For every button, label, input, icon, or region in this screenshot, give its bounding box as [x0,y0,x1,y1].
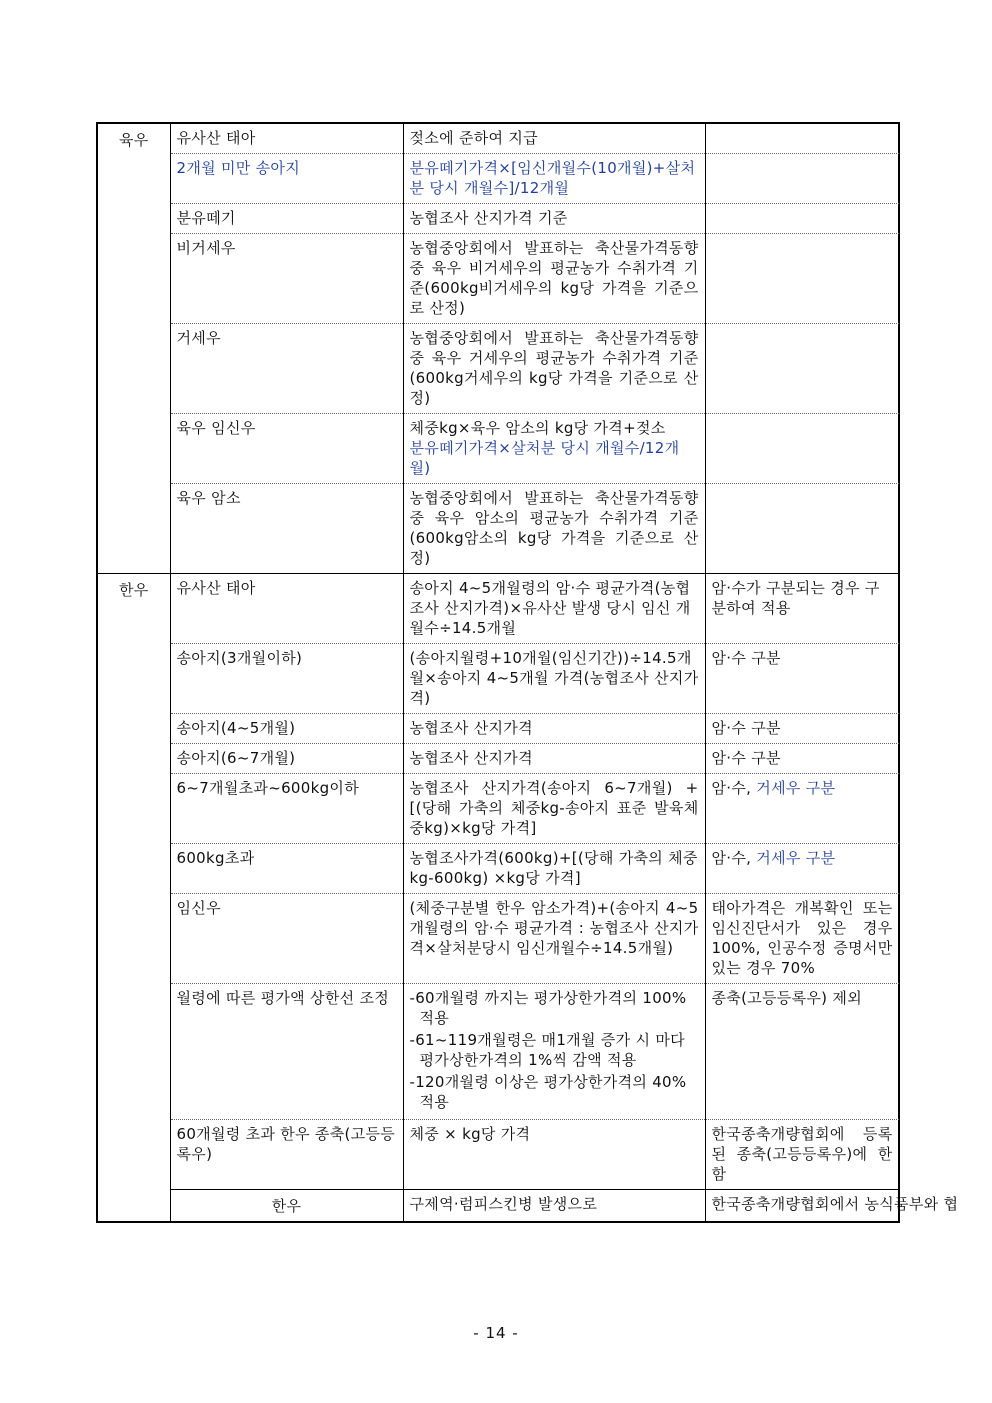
note-cell [705,154,899,204]
basis-cell [403,414,705,484]
table-row [97,414,899,484]
note-text-blue: 거세우 구분 [756,779,836,797]
basis-cell: 농협조사 산지가격(송아지 6~7개월) + [(당해 가축의 체중kg-송아지 표준 발육체중kg)×kg당 가격] [403,774,705,844]
note-cell [705,204,899,234]
item-cell: 송아지(6~7개월) [170,744,403,774]
note-cell: 암·수 구분 [705,744,899,774]
note-cell [705,774,899,844]
note-cell [705,123,899,154]
basis-cell: 젖소에 준하여 지급 [403,123,705,154]
basis-cell: 체중 × kg당 가격 [403,1120,705,1190]
basis-text-blue: 분유떼기가격×살처분 당시 개월수/12개월) [409,439,680,477]
basis-cell: 농협조사 산지가격 [403,744,705,774]
item-cell: 월령에 따른 평가액 상한선 조정 [170,984,403,1120]
item-cell: 유사산 태아 [170,123,403,154]
table-row [97,844,899,894]
item-cell: 분유떼기 [170,204,403,234]
note-cell [705,484,899,574]
basis-cell: 농협조사 산지가격 [403,714,705,744]
table-row [97,1120,899,1190]
item-cell: 구제역·럼피스킨병 발생으로 [403,1190,705,1223]
basis-cell: 농협조사가격(600kg)+[(당해 가축의 체중kg-600kg) ×kg당 가격] [403,844,705,894]
table-row [97,123,899,154]
note-cell: 암·수가 구분되는 경우 구분하여 적용 [705,574,899,644]
note-cell [705,844,899,894]
category-cell: 육우 [97,123,170,574]
basis-cell: 농협중앙회에서 발표하는 축산물가격동향 중 육우 암소의 평균농가 수취가격 기준(600kg암소의 kg당 가격을 기준으로 산정) [403,484,705,574]
table-row [97,324,899,414]
table-row [97,744,899,774]
item-cell: 6~7개월초과~600kg이하 [170,774,403,844]
table-row [97,574,899,644]
note-cell: 암·수 구분 [705,714,899,744]
note-cell [705,234,899,324]
basis-cell: 분유떼기가격×[임신개월수(10개월)+살처분 당시 개월수]/12개월 [403,154,705,204]
note-text: 암·수, [711,849,757,867]
item-cell: 2개월 미만 송아지 [170,154,403,204]
item-cell: 거세우 [170,324,403,414]
page-number: - 14 - [473,1324,519,1342]
item-cell: 송아지(4~5개월) [170,714,403,744]
basis-cell: 농협중앙회에서 발표하는 축산물가격동향 중 육우 거세우의 평균농가 수취가격 기준(600kg거세우의 kg당 가격을 기준으로 산정) [403,324,705,414]
note-cell: 한국종축개량협회에 등록된 종축(고등등록우)에 한함 [705,1120,899,1190]
basis-list-item: -60개월령 까지는 평가상한가격의 100% 적용 [409,989,687,1027]
item-cell: 임신우 [170,894,403,984]
table-row [97,154,899,204]
table-row [97,984,899,1120]
basis-cell: 농협조사 산지가격 기준 [403,204,705,234]
table-row [97,484,899,574]
basis-cell: 한국종축개량협회에서 농식품부와 협 [705,1190,899,1223]
basis-text: 체중kg×육우 암소의 kg당 가격+젖소 [409,419,666,437]
category-cell: 한우 [170,1190,403,1223]
item-cell: 비거세우 [170,234,403,324]
note-cell: 종축(고등등록우) 제외 [705,984,899,1120]
item-cell: 60개월령 초과 한우 종축(고등등록우) [170,1120,403,1190]
table-row [97,714,899,744]
table-row [97,234,899,324]
table-row [97,894,899,984]
note-cell: 암·수 구분 [705,644,899,714]
table-row [97,204,899,234]
basis-list-item: -61~119개월령은 매1개월 증가 시 마다 평가상한가격의 1%씩 감액 적용 [409,1031,685,1069]
basis-cell: 송아지 4~5개월령의 암·수 평균가격(농협조사 산지가격)×유사산 발생 당시 임신 개월수÷14.5개월 [403,574,705,644]
basis-cell: (송아지월령+10개월(임신기간))÷14.5개월×송아지 4~5개월 가격(농협조사 산지가격) [403,644,705,714]
note-cell [705,324,899,414]
note-text: 암·수, [711,779,757,797]
basis-cell [403,984,705,1120]
table-row [97,644,899,714]
note-cell [705,414,899,484]
item-cell: 600kg초과 [170,844,403,894]
basis-cell: (체중구분별 한우 암소가격)+(송아지 4~5개월령의 암·수 평균가격 : 농협조사 산지가격×살처분당시 임신개월수÷14.5개월) [403,894,705,984]
item-cell: 육우 암소 [170,484,403,574]
item-cell: 육우 임신우 [170,414,403,484]
basis-cell: 농협중앙회에서 발표하는 축산물가격동향 중 육우 비거세우의 평균농가 수취가격 기준(600kg비거세우의 kg당 가격을 기준으로 산정) [403,234,705,324]
item-cell: 유사산 태아 [170,574,403,644]
item-cell: 송아지(3개월이하) [170,644,403,714]
compensation-table [96,122,959,1223]
category-cell: 한우 [97,574,170,1223]
table-row [97,1190,899,1223]
note-cell: 태아가격은 개복확인 또는 임신진단서가 있은 경우 100%, 인공수정 증명서만 있는 경우 70% [705,894,899,984]
note-text-blue: 거세우 구분 [756,849,836,867]
basis-list-item: -120개월령 이상은 평가상한가격의 40% 적용 [409,1073,687,1111]
table-row [97,774,899,844]
